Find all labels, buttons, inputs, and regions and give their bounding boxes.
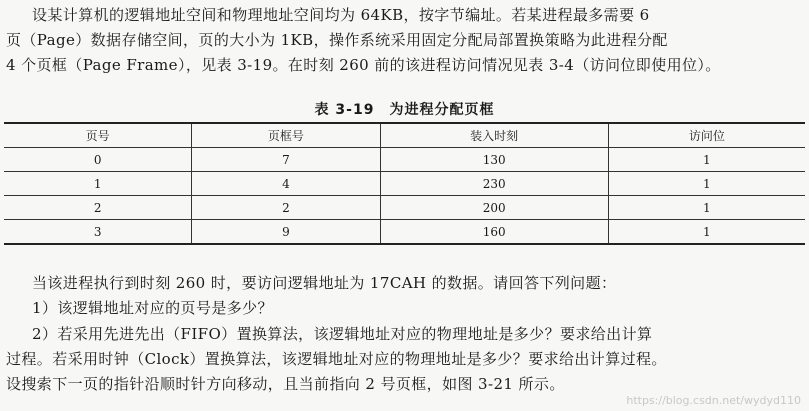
header-page-number: 页号 bbox=[4, 123, 192, 148]
table-row bbox=[4, 172, 805, 196]
cell-load-time: 130 bbox=[380, 148, 608, 172]
cell-load-time: 230 bbox=[380, 172, 608, 196]
table-row bbox=[4, 148, 805, 172]
table-row bbox=[4, 196, 805, 220]
cell-frame-number: 7 bbox=[192, 148, 380, 172]
question-2-line-2: 过程。若采用时钟（Clock）置换算法，该逻辑地址对应的物理地址是多少？要求给出计算过程。 bbox=[6, 350, 667, 368]
cell-access-bit: 1 bbox=[608, 172, 805, 196]
table-caption: 表 3-19 为进程分配页框 bbox=[314, 102, 495, 118]
cell-frame-number: 2 bbox=[192, 196, 380, 220]
cell-page-number: 3 bbox=[4, 220, 192, 245]
page-frame-table bbox=[4, 122, 805, 245]
cell-page-number: 0 bbox=[4, 148, 192, 172]
question-2-line-3: 设搜索下一页的指针沿顺时针方向移动，且当前指向 2 号页框，如图 3-21 所示。 bbox=[6, 375, 565, 393]
intro-line-3: 4 个页框（Page Frame），见表 3-19。在时刻 260 前的该进程访问情况见表 3-4（访问位即使用位）。 bbox=[6, 56, 721, 74]
cell-page-number: 1 bbox=[4, 172, 192, 196]
cell-access-bit: 1 bbox=[608, 196, 805, 220]
cell-load-time: 200 bbox=[380, 196, 608, 220]
question-1: 1）该逻辑地址对应的页号是多少？ bbox=[32, 299, 273, 317]
intro-line-2: 页（Page）数据存储空间，页的大小为 1KB，操作系统采用固定分配局部置换策略为此进程分配 bbox=[6, 31, 668, 49]
cell-access-bit: 1 bbox=[608, 220, 805, 245]
question-intro: 当该进程执行到时刻 260 时，要访问逻辑地址为 17CAH 的数据。请回答下列问题： bbox=[32, 274, 617, 292]
watermark-url: https://blog.csdn.net/wydyd110 bbox=[626, 394, 801, 407]
header-frame-number: 页框号 bbox=[192, 123, 380, 148]
cell-frame-number: 9 bbox=[192, 220, 380, 245]
table-header-row bbox=[4, 123, 805, 148]
cell-access-bit: 1 bbox=[608, 148, 805, 172]
intro-line-1: 设某计算机的逻辑地址空间和物理地址空间均为 64KB，按字节编址。若某进程最多需要 6 bbox=[32, 6, 650, 24]
cell-load-time: 160 bbox=[380, 220, 608, 245]
header-load-time: 装入时刻 bbox=[380, 123, 608, 148]
table-row bbox=[4, 220, 805, 245]
cell-frame-number: 4 bbox=[192, 172, 380, 196]
cell-page-number: 2 bbox=[4, 196, 192, 220]
header-access-bit: 访问位 bbox=[608, 123, 805, 148]
question-2-line-1: 2）若采用先进先出（FIFO）置换算法，该逻辑地址对应的物理地址是多少？要求给出计算 bbox=[32, 325, 653, 343]
